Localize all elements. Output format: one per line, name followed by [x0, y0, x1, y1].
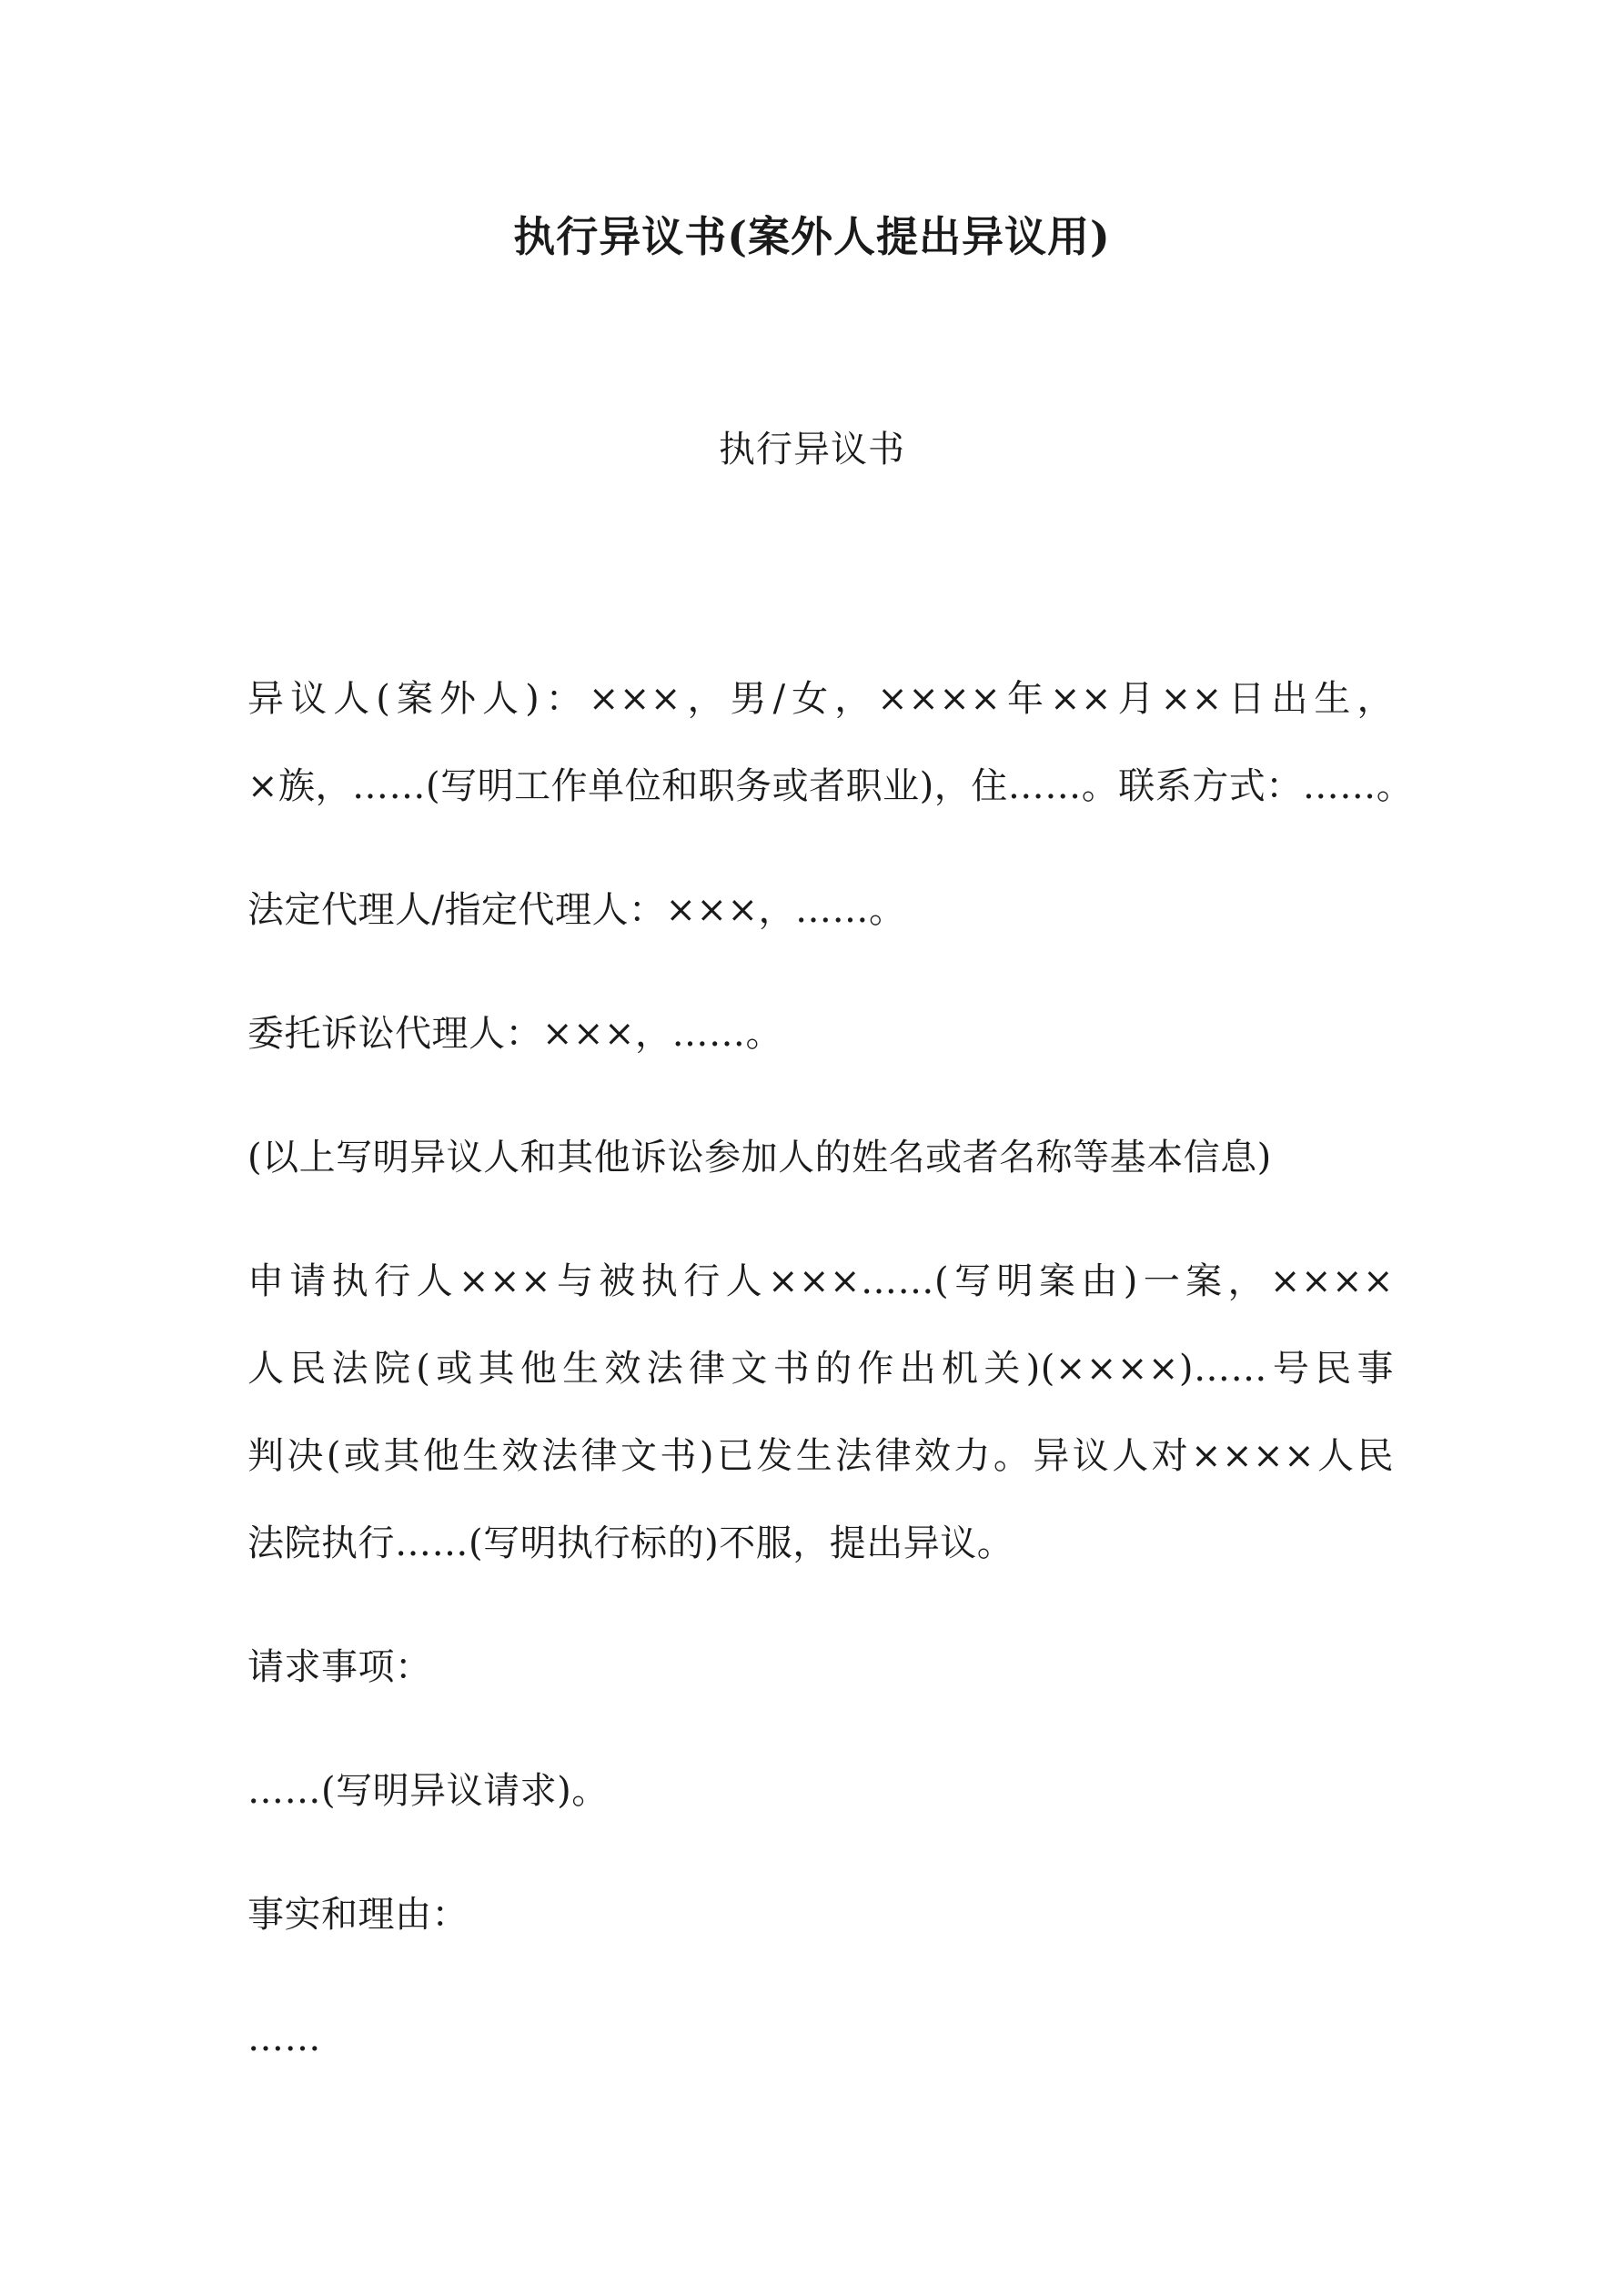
claims-heading: 请求事项：: [247, 1646, 432, 1688]
legal-representative: 法定代理人/指定代理人：×××，……。: [247, 889, 906, 931]
case-statement-line-4: 法院执行……(写明执行标的)不服，提出异议。: [247, 1522, 1014, 1564]
applicant-info: [247, 672, 1394, 726]
case-statement-line-3-wrap: [247, 1429, 1394, 1483]
applicant-info-line-2: ×族，……(写明工作单位和职务或者职业)，住……。联系方式：……。: [247, 765, 1414, 807]
document-title: 执行异议书(案外人提出异议用): [513, 212, 1111, 261]
case-statement-line-2-wrap: [247, 1341, 1394, 1396]
facts-heading: 事实和理由：: [247, 1894, 469, 1936]
applicant-info-continued: [247, 759, 1414, 814]
entrusted-agent: 委托诉讼代理人：×××，……。: [247, 1013, 783, 1055]
case-statement-line-2: 人民法院(或其他生效法律文书的作出机关)(××××)……号民事: [247, 1348, 1394, 1390]
document-subtitle: 执行异议书: [719, 429, 905, 470]
facts-content: ……: [247, 2018, 321, 2059]
case-statement-line-3: 判决(或其他生效法律文书)已发生法律效力。异议人对××××人民: [247, 1435, 1394, 1477]
basic-info-note: (以上写明异议人和其他诉讼参加人的姓名或者名称等基本信息): [247, 1137, 1272, 1178]
applicant-info-line-1: 异议人(案外人)：×××，男/女，××××年××月××日出生，: [247, 678, 1394, 720]
claims-content: ……(写明异议请求)。: [247, 1770, 609, 1812]
case-statement-line-1-wrap: [247, 1254, 1394, 1309]
case-statement-line-1: 申请执行人×××与被执行人×××……(写明案由)一案，××××: [247, 1260, 1394, 1302]
